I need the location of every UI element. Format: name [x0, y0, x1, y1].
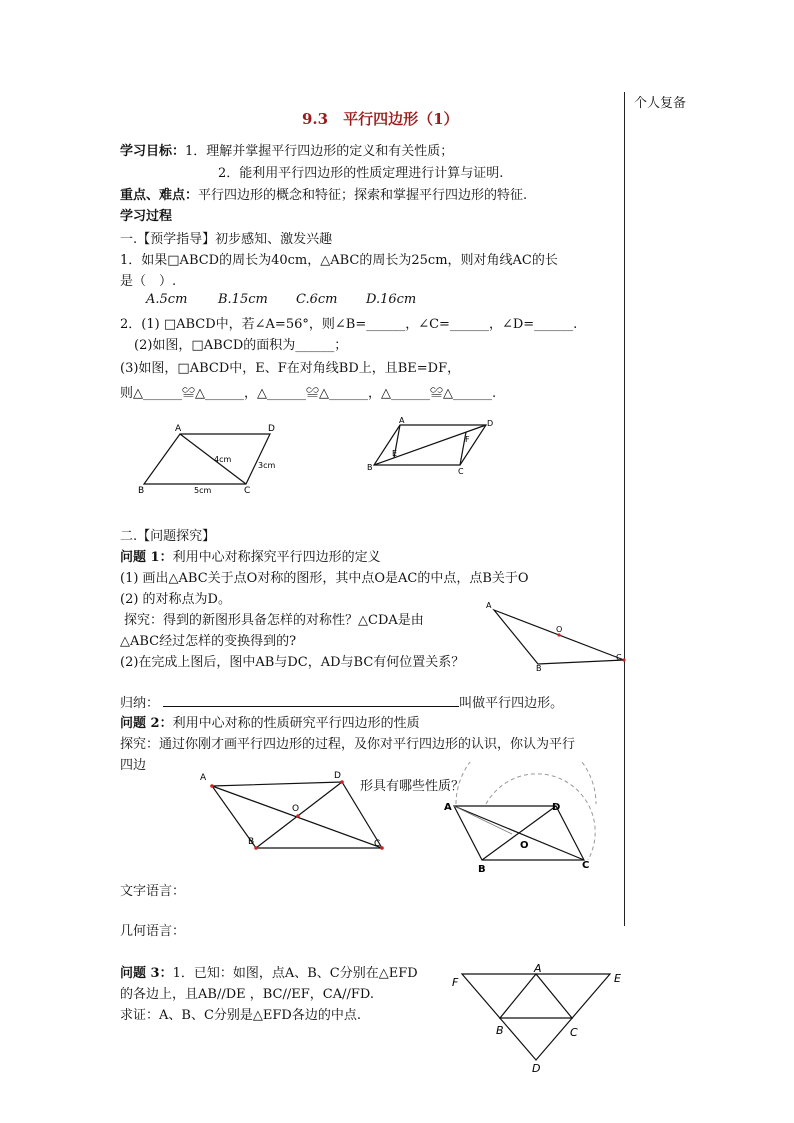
problem2 [120, 712, 420, 731]
objectives [120, 140, 453, 159]
geometry-language: 几何语言： [120, 924, 186, 939]
q1-option-d: D.16cm [366, 292, 417, 307]
q1-option-a: A.5cm [146, 292, 188, 307]
q1-line1: 1．如果□ABCD的周长为40cm，△ABC的周长为25cm，则对角线AC的长 [120, 253, 558, 268]
fig5-label-o: O [520, 840, 529, 851]
fig4-label-a: A [200, 773, 207, 783]
problem1-explore2: △ABC经过怎样的变换得到的? [120, 634, 297, 649]
problem1-explore1: 探究：得到的新图形具备怎样的对称性？△CDA是由 [124, 613, 424, 628]
problem3-label: 问题 3： [120, 966, 173, 981]
objectives-label: 学习目标： [120, 144, 186, 159]
problem2-explore3: 形具有哪些性质？ [360, 779, 465, 794]
fig1-label-d: D [268, 424, 275, 434]
margin-divider [624, 92, 625, 926]
keypoints-text: 平行四边形的概念和特征；探索和掌握平行四边形的特征. [198, 188, 528, 203]
problem2-explore2: 四边 [120, 758, 147, 773]
fig5-label-b: B [478, 864, 486, 875]
fig6-label-c: C [570, 1026, 578, 1039]
fig4-label-d: D [334, 771, 341, 781]
fig3-label-a: A [486, 601, 492, 610]
problem2-label: 问题 2： [120, 716, 173, 731]
section1-heading: 一.【预学指导】初步感知、激发兴趣 [120, 232, 333, 247]
problem1-step1b: (2) 的对称点为D。 [120, 592, 231, 607]
fig1-label-c: C [244, 486, 251, 496]
fig1-label-side: 3cm [258, 461, 276, 470]
problem1-step1a: (1) 画出△ABC关于点O对称的图形，其中点O是AC的中点，点B关于O [120, 571, 529, 586]
figure-triangle-abc [482, 598, 628, 674]
figure-triangle-efd [448, 962, 628, 1076]
fig1-label-a: A [175, 424, 182, 434]
fig5-label-d: D [552, 802, 561, 813]
fig3-label-b: B [536, 664, 542, 673]
fig6-label-e: E [614, 972, 621, 985]
q1-line2: 是（ ）. [120, 274, 177, 289]
keypoints-label: 重点、难点： [120, 188, 199, 203]
problem2-explore1: 探究：通过你刚才画平行四边形的过程，及你对平行四边形的认识，你认为平行 [120, 737, 576, 752]
fig3-label-o: O [556, 625, 563, 634]
problem3 [120, 962, 418, 981]
fig2-label-f: F [465, 435, 470, 444]
fig5-label-c: C [582, 860, 590, 871]
q1-option-b: B.15cm [218, 292, 268, 307]
q2-part1: 2．(1) □ABCD中，若∠A=56°，则∠B=______，∠C=______，∠D=______. [120, 317, 578, 332]
figure-parallelogram-arcs [442, 762, 604, 876]
q1-option-c: C.6cm [296, 292, 338, 307]
process-label: 学习过程 [120, 209, 173, 224]
q2-part3b: 则△______≌△______，△______≌△______，△______≌△______. [120, 386, 497, 401]
fig1-label-diag: 4cm [214, 455, 232, 464]
fig2-label-b: B [367, 463, 373, 472]
fig1-label-b: B [138, 486, 145, 496]
section2-heading: 二.【问题探究】 [120, 529, 216, 544]
induction-label: 归纳： [120, 696, 160, 711]
fig2-label-c: C [458, 467, 464, 476]
q2-part2: (2)如图，□ABCD的面积为______； [134, 338, 348, 353]
figure-parallelogram-1 [130, 420, 290, 500]
problem3-line1: 1．已知：如图，点A、B、C分别在△EFD [172, 966, 418, 981]
objective-2: 2．能利用平行四边形的性质定理进行计算与证明. [218, 166, 504, 181]
induction [120, 692, 563, 711]
problem1 [120, 546, 381, 565]
fig4-label-o: O [292, 804, 300, 814]
fig5-label-a: A [444, 802, 452, 813]
fig6-label-d: D [532, 1062, 541, 1075]
problem2-title: 利用中心对称的性质研究平行四边形的性质 [172, 716, 420, 731]
fig6-label-f: F [452, 976, 459, 989]
fig2-label-d: D [487, 419, 494, 428]
fig4-label-b: B [248, 837, 255, 847]
problem1-step2: (2)在完成上图后，图中AB与DC，AD与BC有何位置关系？ [120, 655, 465, 670]
figure-parallelogram-o [196, 768, 396, 856]
fig2-label-e: E [392, 449, 398, 458]
problem3-line2: 的各边上，且AB//DE ，BC//EF，CA//FD. [120, 987, 374, 1002]
fig2-label-a: A [399, 416, 405, 425]
q2-part3a: (3)如图，□ABCD中，E、F在对角线BD上，且BE=DF， [120, 361, 461, 376]
margin-note: 个人复备 [634, 96, 687, 111]
problem3-line3: 求证：A、B、C分别是△EFD各边的中点. [120, 1008, 361, 1023]
objective-1: 1．理解并掌握平行四边形的定义和有关性质； [185, 144, 454, 159]
fig6-label-b: B [496, 1024, 504, 1037]
fig4-label-c: C [374, 839, 381, 849]
figure-parallelogram-2 [362, 413, 502, 479]
fig1-label-base: 5cm [194, 486, 212, 495]
problem1-title: 利用中心对称探究平行四边形的定义 [172, 550, 381, 565]
fig6-label-a: A [534, 962, 542, 975]
fig3-label-c: C [616, 653, 622, 662]
problem1-label: 问题 1： [120, 550, 173, 565]
keypoints [120, 184, 527, 203]
page-title: 9.3 平行四边形（1） [302, 110, 459, 128]
induction-end: 叫做平行四边形。 [459, 696, 564, 711]
text-language: 文字语言： [120, 884, 186, 899]
